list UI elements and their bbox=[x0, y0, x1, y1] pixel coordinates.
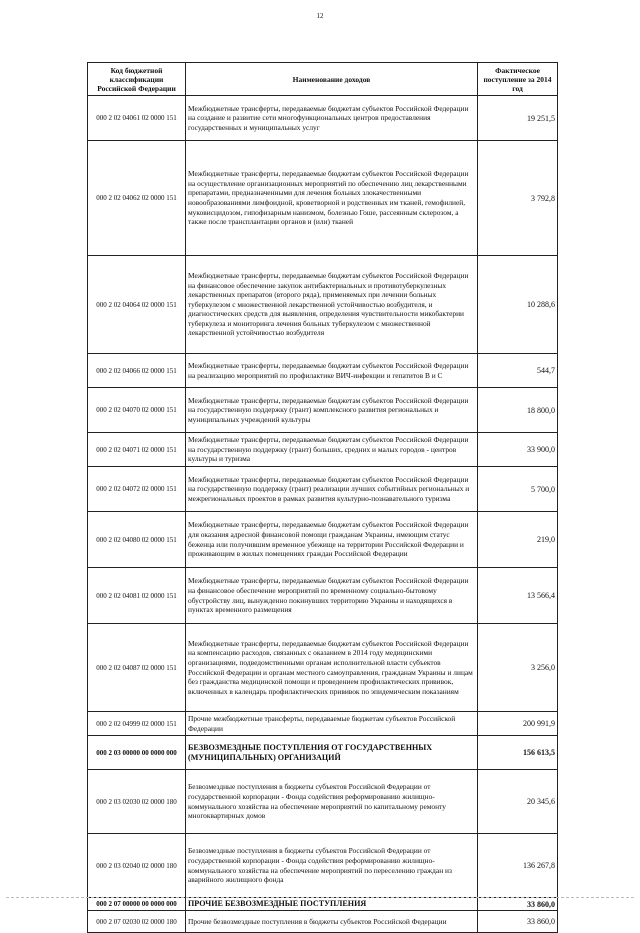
row-code: 000 2 02 04062 02 0000 151 bbox=[88, 141, 186, 256]
page-number: 12 bbox=[316, 12, 324, 20]
row-amount: 544,7 bbox=[478, 354, 558, 388]
row-code: 000 2 02 04999 02 0000 151 bbox=[88, 712, 186, 736]
row-name: Межбюджетные трансферты, передаваемые бюджетам субъектов Российской Федерации на государственную поддержку (грант) комплексного развития региональных и муниципальных учреждений культуры bbox=[186, 388, 478, 433]
row-amount: 20 345,6 bbox=[478, 770, 558, 834]
row-code: 000 2 03 02030 02 0000 180 bbox=[88, 770, 186, 834]
table-row bbox=[88, 433, 558, 467]
row-name: Межбюджетные трансферты, передаваемые бюджетам субъектов Российской Федерации для оказания адресной финансовой помощи гражданам Украины, имеющим статус беженца или получившим временное убежище на территории Российской Федерации и проживающим в жилых помещениях граждан Российской Федерации bbox=[186, 512, 478, 568]
table-row bbox=[88, 834, 558, 898]
table-row bbox=[88, 624, 558, 712]
table-row bbox=[88, 388, 558, 433]
row-code: 000 2 02 04066 02 0000 151 bbox=[88, 354, 186, 388]
table-row-section bbox=[88, 736, 558, 770]
row-code: 000 2 03 00000 00 0000 000 bbox=[88, 736, 186, 770]
row-amount: 219,0 bbox=[478, 512, 558, 568]
revenue-table bbox=[87, 62, 558, 933]
row-code: 000 2 07 02030 02 0000 180 bbox=[88, 911, 186, 933]
row-amount: 136 267,8 bbox=[478, 834, 558, 898]
row-amount: 18 800,0 bbox=[478, 388, 558, 433]
table-row bbox=[88, 712, 558, 736]
header-name: Наименование доходов bbox=[186, 63, 478, 96]
row-code: 000 2 02 04064 02 0000 151 bbox=[88, 256, 186, 354]
row-code: 000 2 02 04070 02 0000 151 bbox=[88, 388, 186, 433]
footer-divider bbox=[6, 897, 634, 899]
table-header-row bbox=[88, 63, 558, 96]
row-name: Межбюджетные трансферты, передаваемые бюджетам субъектов Российской Федерации на государственную поддержку (грант) больших, средних и малых городов - центров культуры и туризма bbox=[186, 433, 478, 467]
row-amount: 3 256,0 bbox=[478, 624, 558, 712]
row-code: 000 2 02 04087 02 0000 151 bbox=[88, 624, 186, 712]
row-amount: 200 991,9 bbox=[478, 712, 558, 736]
row-name: Межбюджетные трансферты, передаваемые бюджетам субъектов Российской Федерации на осуществление организационных мероприятий по обеспечению лиц лекарственными препаратами, предназначенными для лечения больных злокачественными новообразованиями лимфоидной, кроветворной и родственных им тканей, гемофилией, муковисцидозом, гипофизарным нанизмом, болезнью Гоше, рассеянным склерозом, а также после трансплантации органов и (или) тканей bbox=[186, 141, 478, 256]
row-name: Безвозмездные поступления в бюджеты субъектов Российской Федерации от государственной корпорации - Фонда содействия реформированию жилищно-коммунального хозяйства на обеспечение мероприятий по капитальному ремонту многоквартирных домов bbox=[186, 770, 478, 834]
row-name: ПРОЧИЕ БЕЗВОЗМЕЗДНЫЕ ПОСТУПЛЕНИЯ bbox=[186, 898, 478, 911]
row-code: 000 2 02 04071 02 0000 151 bbox=[88, 433, 186, 467]
row-amount: 33 900,0 bbox=[478, 433, 558, 467]
row-name: Прочие межбюджетные трансферты, передаваемые бюджетам субъектов Российской Федерации bbox=[186, 712, 478, 736]
header-code: Код бюджетной классификации Российской Федерации bbox=[88, 63, 186, 96]
row-code: 000 2 02 04072 02 0000 151 bbox=[88, 467, 186, 512]
row-amount: 19 251,5 bbox=[478, 96, 558, 141]
row-name: Межбюджетные трансферты, передаваемые бюджетам субъектов Российской Федерации на реализацию мероприятий по профилактике ВИЧ-инфекции и гепатитов В и С bbox=[186, 354, 478, 388]
table-row bbox=[88, 141, 558, 256]
row-amount: 3 792,8 bbox=[478, 141, 558, 256]
table-row bbox=[88, 354, 558, 388]
row-name: Безвозмездные поступления в бюджеты субъектов Российской Федерации от государственной корпорации - Фонда содействия реформированию жилищно-коммунального хозяйства на обеспечение мероприятий по переселению граждан из аварийного жилищного фонда bbox=[186, 834, 478, 898]
table-row bbox=[88, 568, 558, 624]
row-code: 000 2 02 04080 02 0000 151 bbox=[88, 512, 186, 568]
row-amount: 10 288,6 bbox=[478, 256, 558, 354]
row-amount: 156 613,5 bbox=[478, 736, 558, 770]
row-amount: 13 566,4 bbox=[478, 568, 558, 624]
table-row bbox=[88, 467, 558, 512]
row-amount: 33 860,0 bbox=[478, 898, 558, 911]
table-row bbox=[88, 911, 558, 933]
row-name: Межбюджетные трансферты, передаваемые бюджетам субъектов Российской Федерации на финансовое обеспечение закупок антибактериальных и противотуберкулезных лекарственных препаратов (второго ряда), применяемых при лечении больных туберкулезом с множественной лекарственной устойчивостью возбудителя, и диагностических средств для выявления, определения чувствительности микобактерии туберкулеза и мониторинга лечения больных туберкулезом с множественной лекарственной устойчивостью возбудителя bbox=[186, 256, 478, 354]
row-name: Межбюджетные трансферты, передаваемые бюджетам субъектов Российской Федерации на финансовое обеспечение мероприятий по временному социально-бытовому обустройству лиц, вынужденно покинувших территорию Украины и находящихся в пунктах временного размещения bbox=[186, 568, 478, 624]
row-amount: 5 700,0 bbox=[478, 467, 558, 512]
row-amount: 33 860,0 bbox=[478, 911, 558, 933]
row-name: Межбюджетные трансферты, передаваемые бюджетам субъектов Российской Федерации на государственную поддержку (грант) реализации лучших событийных региональных и межрегиональных проектов в рамках развития культурно-познавательного туризма bbox=[186, 467, 478, 512]
header-amount: Фактическое поступление за 2014 год bbox=[478, 63, 558, 96]
row-code: 000 2 03 02040 02 0000 180 bbox=[88, 834, 186, 898]
table-row bbox=[88, 770, 558, 834]
row-name: Прочие безвозмездные поступления в бюджеты субъектов Российской Федерации bbox=[186, 911, 478, 933]
row-code: 000 2 02 04081 02 0000 151 bbox=[88, 568, 186, 624]
table-row bbox=[88, 96, 558, 141]
table-row bbox=[88, 512, 558, 568]
table-row bbox=[88, 256, 558, 354]
table-row-section bbox=[88, 898, 558, 911]
row-code: 000 2 07 00000 00 0000 000 bbox=[88, 898, 186, 911]
row-name: Межбюджетные трансферты, передаваемые бюджетам субъектов Российской Федерации на компенсацию расходов, связанных с оказанием в 2014 году медицинскими организациями, подведомственными органам исполнительной власти субъектов Российской Федерации и органам местного самоуправления, гражданам Украины и лицам без гражданства медицинской помощи и проведением профилактических прививок, включенных в календарь профилактических прививок по эпидемическим показаниям bbox=[186, 624, 478, 712]
row-name: Межбюджетные трансферты, передаваемые бюджетам субъектов Российской Федерации на создание и развитие сети многофункциональных центров предоставления государственных и муниципальных услуг bbox=[186, 96, 478, 141]
row-name: БЕЗВОЗМЕЗДНЫЕ ПОСТУПЛЕНИЯ ОТ ГОСУДАРСТВЕННЫХ (МУНИЦИПАЛЬНЫХ) ОРГАНИЗАЦИЙ bbox=[186, 736, 478, 770]
row-code: 000 2 02 04061 02 0000 151 bbox=[88, 96, 186, 141]
